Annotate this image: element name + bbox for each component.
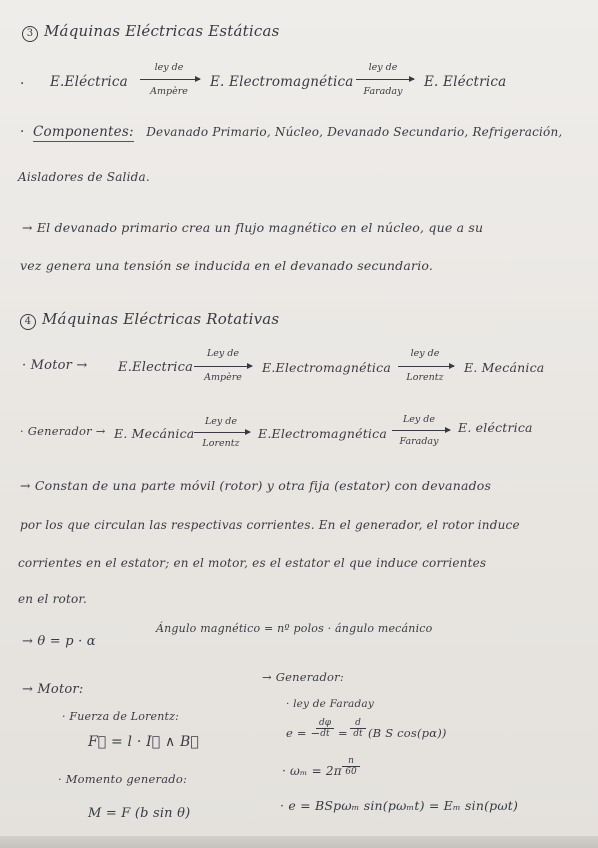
denominator: dt: [350, 728, 366, 739]
section-title: Máquinas Eléctricas Estáticas: [44, 22, 280, 40]
fraction: [350, 718, 366, 739]
paragraph-line: → Constan de una parte móvil (rotor) y otra fija (estator) con devanados: [20, 478, 492, 493]
arrow-label-bottom: Ampère: [150, 86, 188, 97]
flow-target: E. eléctrica: [458, 420, 533, 435]
flow-source: E. Mecánica: [114, 426, 195, 441]
arrow-label-top: Ley de: [204, 416, 238, 427]
generator-heading: → Generador:: [262, 670, 344, 684]
denominator: 60: [342, 766, 360, 777]
fraction: [316, 718, 334, 739]
lorentz-label: · Fuerza de Lorentz:: [62, 710, 180, 723]
arrow-label-top: ley de: [154, 62, 184, 73]
motor-heading: → Motor:: [22, 682, 84, 697]
section-title: Máquinas Eléctricas Rotativas: [42, 310, 280, 328]
generator-label: · Generador →: [20, 424, 106, 438]
section-number: 4: [20, 314, 36, 330]
denominator: dt: [316, 728, 334, 739]
components-label: Componentes:: [33, 124, 134, 140]
arrow-label-top: Ley de: [402, 414, 436, 425]
theta-equation: → θ = p · α: [22, 634, 96, 649]
arrow-right-icon: [194, 366, 252, 367]
fraction: [342, 756, 360, 777]
flow-source: E.Eléctrica: [50, 74, 128, 90]
bullet: ·: [20, 76, 25, 92]
equation-part: · ωₘ = 2π: [282, 764, 342, 778]
flow-target: E. Eléctrica: [424, 74, 507, 90]
note-line: vez genera una tensión se inducida en el devanado secundario.: [20, 258, 434, 273]
equation-part: =: [338, 726, 348, 740]
torque-label: · Momento generado:: [58, 772, 188, 786]
flow-target: E. Mecánica: [464, 360, 545, 375]
emf-equation: · e = BSpωₘ sin(pωₘt) = Eₘ sin(pωt): [280, 798, 519, 813]
arrow-label-bottom: Faraday: [399, 436, 439, 447]
arrow-label-bottom: Ampère: [204, 372, 242, 383]
flow-middle: E. Electromagnética: [210, 74, 354, 90]
paragraph-line: en el rotor.: [18, 592, 88, 606]
numerator: dφ: [318, 718, 332, 728]
paragraph-line: corrientes en el estator; en el motor, es el estator el que induce corrientes: [18, 556, 487, 570]
numerator: n: [348, 756, 354, 766]
section-4-heading: [20, 310, 279, 330]
equation-part: e = −: [286, 726, 321, 740]
arrow-right-icon: [398, 366, 454, 367]
torque-equation: M = F (b sin θ): [88, 806, 191, 821]
paragraph-line: por los que circulan las respectivas corrientes. En el generador, el rotor induce: [20, 518, 520, 532]
section-3-heading: [22, 22, 280, 42]
arrow-right-icon: [194, 432, 250, 433]
arrow-label-top: ley de: [410, 348, 440, 359]
arrow-label-bottom: Faraday: [363, 86, 403, 97]
motor-label: · Motor →: [22, 358, 88, 373]
faraday-label: · ley de Faraday: [286, 698, 375, 710]
flow-middle: E.Electromagnética: [262, 360, 391, 375]
equation-part: (B S cos(pα)): [368, 726, 447, 740]
flow-source: E.Electrica: [118, 360, 194, 375]
arrow-right-icon: [140, 79, 200, 80]
flow-middle: E.Electromagnética: [258, 426, 387, 441]
page-fold: [0, 836, 598, 848]
numerator: d: [355, 718, 361, 728]
theta-description: Ángulo magnético = nº polos · ángulo mecánico: [156, 622, 433, 635]
arrow-label-top: Ley de: [206, 348, 240, 359]
arrow-label-top: ley de: [368, 62, 398, 73]
arrow-right-icon: [392, 430, 450, 431]
arrow-label-bottom: Lorentz: [202, 438, 240, 449]
section-number: 3: [22, 26, 38, 42]
arrow-label-bottom: Lorentz: [406, 372, 444, 383]
arrow-right-icon: [356, 79, 414, 80]
note-line: → El devanado primario crea un flujo magnético en el núcleo, que a su: [22, 220, 484, 235]
components-line: [20, 124, 562, 140]
bullet: ·: [20, 124, 25, 140]
components-list-continued: Aisladores de Salida.: [18, 170, 150, 184]
lorentz-equation: F⃗ = l · I⃗ ∧ B⃗: [88, 734, 199, 750]
components-list: Devanado Primario, Núcleo, Devanado Secundario, Refrigeración,: [146, 125, 563, 139]
